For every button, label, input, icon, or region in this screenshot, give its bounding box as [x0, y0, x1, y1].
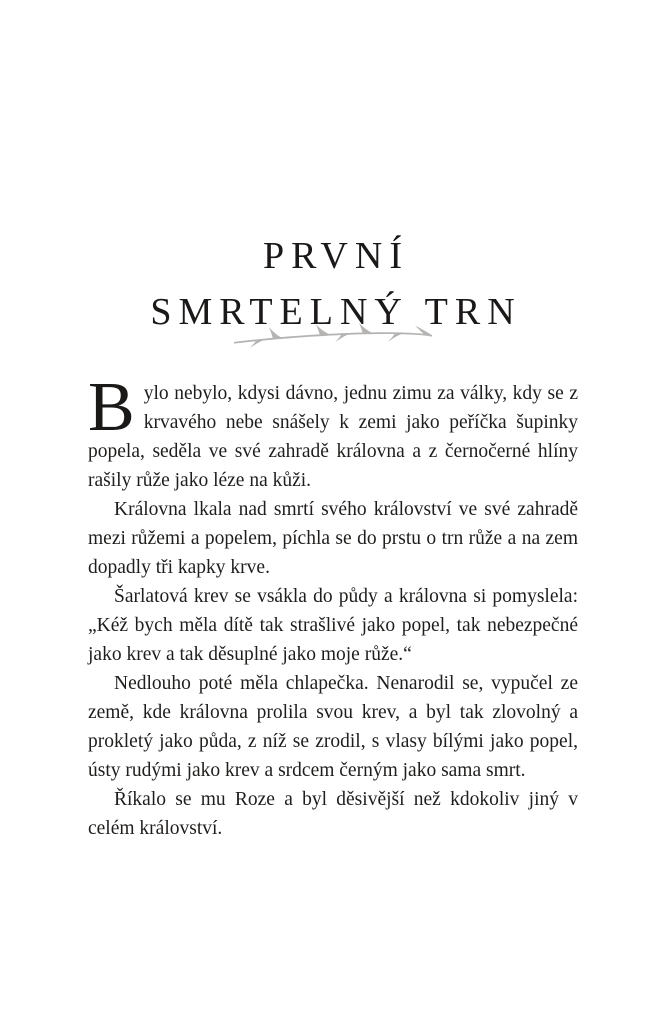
thorn-branch-icon — [233, 321, 433, 351]
paragraph-1-text: ylo nebylo, kdysi dávno, jednu zimu za války, kdy se z krvavého nebe snášely k zemi jako peříčka šupinky popela, seděla ve své zahradě královna a z černočerné hlíny rašily růže jako léze na kůži. — [88, 383, 578, 491]
paragraph-1 — [88, 369, 578, 495]
chapter-body — [88, 369, 578, 843]
chapter-ornament — [0, 321, 665, 351]
paragraph-5: Říkalo se mu Roze a byl děsivější než kdokoliv jiný v celém království. — [88, 789, 578, 839]
chapter-title-line-2: SMRTELNÝ TRN — [150, 291, 522, 334]
paragraph-4: Nedlouho poté měla chlapečka. Nenarodil se, vypučel ze země, kde královna prolila svou krev, a byl tak zlovolný a prokletý jako půda, z níž se zrodil, s vlasy bílými jako popel, ústy rudými jako krev a srdcem černým jako sama smrt. — [88, 673, 578, 781]
paragraph-2: Královna lkala nad smrtí svého království ve své zahradě mezi růžemi a popelem, píchla se do prstu o trn růže a na zem dopadly tři kapky krve. — [88, 499, 578, 578]
drop-cap: B — [88, 369, 135, 446]
chapter-title-line-1: PRVNÍ — [263, 235, 409, 278]
paragraph-3: Šarlatová krev se vsákla do půdy a královna si pomyslela: „Kéž bych měla dítě tak strašlivé jako popel, tak nebezpečné jako krev a tak děsuplné jako moje růže.“ — [88, 586, 578, 665]
